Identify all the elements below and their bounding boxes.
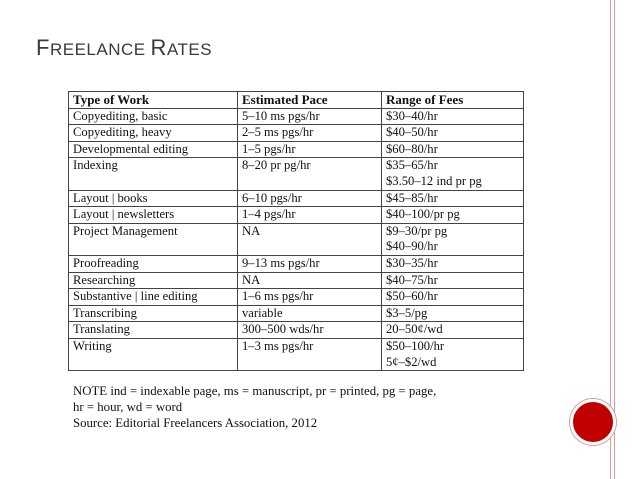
pace-cell: 300–500 wds/hr <box>238 322 382 339</box>
fees-cell <box>382 255 524 272</box>
pace-cell: variable <box>238 305 382 322</box>
decorative-circle <box>570 399 616 445</box>
fee-line: $50–60/hr <box>386 289 438 304</box>
title-initial: F <box>36 35 50 60</box>
fee-line: 5¢–$2/wd <box>386 354 437 369</box>
table-header-row <box>69 92 524 109</box>
pace-cell: NA <box>238 223 382 255</box>
table-row <box>69 190 524 207</box>
table-row <box>69 125 524 142</box>
fees-cell <box>382 207 524 224</box>
work-type-cell: Substantive | line editing <box>69 289 238 306</box>
table-row <box>69 141 524 158</box>
column-header: Range of Fees <box>382 92 524 109</box>
title-initial: R <box>150 35 167 60</box>
fee-line: $9–30/pr pg <box>386 223 448 238</box>
work-type-cell: Project Management <box>69 223 238 255</box>
table-notes <box>73 383 436 431</box>
fees-cell <box>382 190 524 207</box>
work-type-cell: Proofreading <box>69 255 238 272</box>
fees-cell <box>382 158 524 190</box>
fee-line: $50–100/hr <box>386 338 445 353</box>
fee-line: $40–90/hr <box>386 239 438 254</box>
fees-cell <box>382 305 524 322</box>
fee-line: $40–50/hr <box>386 125 438 140</box>
table-row <box>69 322 524 339</box>
fees-cell <box>382 141 524 158</box>
pace-cell: 5–10 ms pgs/hr <box>238 108 382 125</box>
work-type-cell: Researching <box>69 272 238 289</box>
work-type-cell: Indexing <box>69 158 238 190</box>
table-row <box>69 158 524 190</box>
pace-cell: 1–3 ms pgs/hr <box>238 338 382 370</box>
pace-cell: 1–4 pgs/hr <box>238 207 382 224</box>
title-word: REELANCE <box>49 40 146 59</box>
fee-line: $45–85/hr <box>386 190 438 205</box>
pace-cell: 9–13 ms pgs/hr <box>238 255 382 272</box>
table-row <box>69 338 524 370</box>
table-row <box>69 207 524 224</box>
fee-line: $30–35/hr <box>386 255 438 270</box>
fees-cell <box>382 289 524 306</box>
fee-line: $35–65/hr <box>386 158 438 173</box>
pace-cell: 1–5 pgs/hr <box>238 141 382 158</box>
table-row <box>69 289 524 306</box>
table-row <box>69 305 524 322</box>
fees-cell <box>382 223 524 255</box>
title-word: ATES <box>166 40 213 59</box>
pace-cell: NA <box>238 272 382 289</box>
table-row <box>69 223 524 255</box>
work-type-cell: Developmental editing <box>69 141 238 158</box>
fees-cell <box>382 272 524 289</box>
pace-cell: 8–20 pr pg/hr <box>238 158 382 190</box>
work-type-cell: Translating <box>69 322 238 339</box>
fees-cell <box>382 125 524 142</box>
fee-line: $40–75/hr <box>386 272 438 287</box>
column-header: Type of Work <box>69 92 238 109</box>
work-type-cell: Writing <box>69 338 238 370</box>
fee-line: $3.50–12 ind pr pg <box>386 173 482 188</box>
pace-cell: 2–5 ms pgs/hr <box>238 125 382 142</box>
note-line: NOTE ind = indexable page, ms = manuscript, pr = printed, pg = page, <box>73 384 437 398</box>
table-row <box>69 255 524 272</box>
work-type-cell: Layout | newsletters <box>69 207 238 224</box>
fee-line: $3–5/pg <box>386 305 428 320</box>
table-row <box>69 272 524 289</box>
source-line: Source: Editorial Freelancers Association, 2012 <box>73 416 318 430</box>
table-row <box>69 108 524 125</box>
work-type-cell: Copyediting, heavy <box>69 125 238 142</box>
work-type-cell: Layout | books <box>69 190 238 207</box>
fees-cell <box>382 338 524 370</box>
fee-line: $30–40/hr <box>386 108 438 123</box>
fees-cell <box>382 322 524 339</box>
pace-cell: 6–10 pgs/hr <box>238 190 382 207</box>
rates-table <box>68 91 524 371</box>
fee-line: 20–50¢/wd <box>386 322 443 337</box>
work-type-cell: Transcribing <box>69 305 238 322</box>
column-header: Estimated Pace <box>238 92 382 109</box>
fee-line: $60–80/hr <box>386 141 438 156</box>
pace-cell: 1–6 ms pgs/hr <box>238 289 382 306</box>
fee-line: $40–100/pr pg <box>386 207 460 222</box>
decorative-line <box>614 0 615 479</box>
fees-cell <box>382 108 524 125</box>
slide-title <box>36 35 212 61</box>
note-line: hr = hour, wd = word <box>73 400 183 414</box>
work-type-cell: Copyediting, basic <box>69 108 238 125</box>
